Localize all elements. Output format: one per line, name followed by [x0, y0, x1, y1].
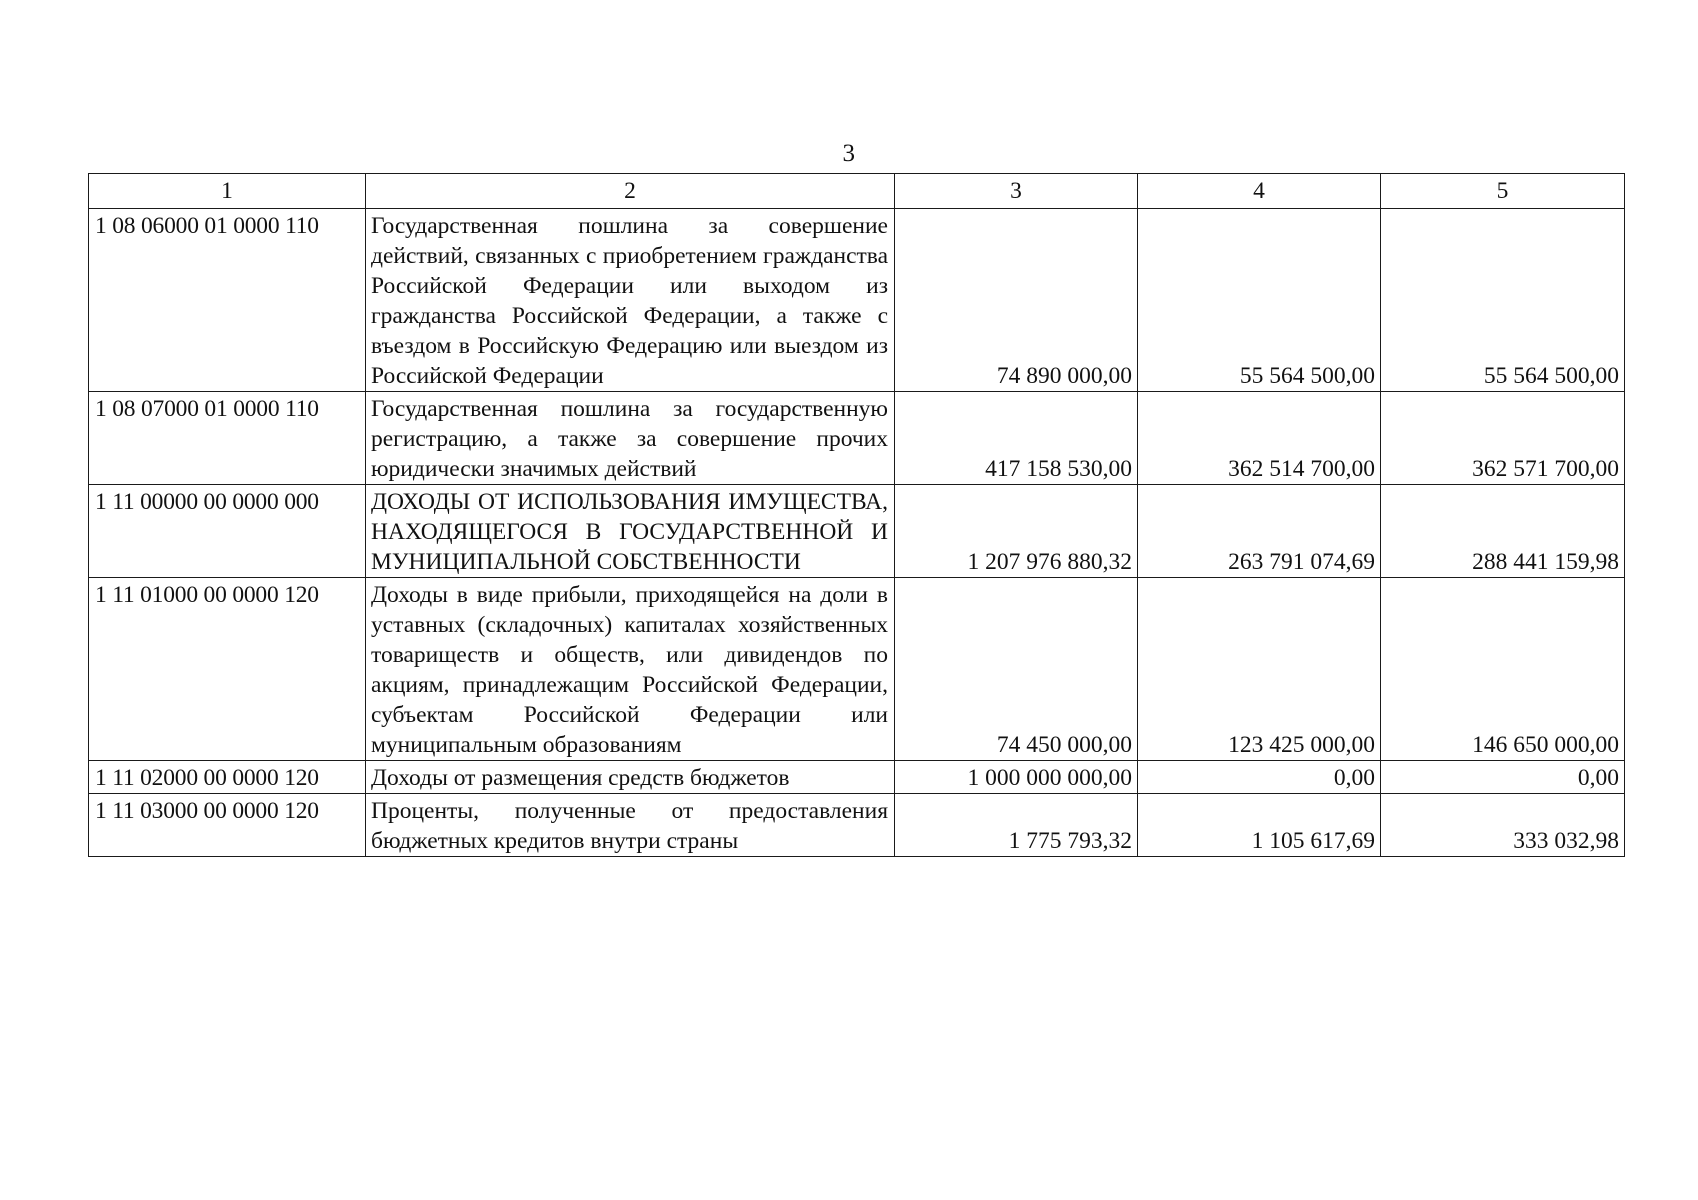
amount-col3-cell: 74 890 000,00: [895, 209, 1138, 392]
table-row: [89, 392, 1625, 485]
budget-income-table: [88, 173, 1625, 857]
income-description-cell: Государственная пошлина за совершение действий, связанных с приобретением гражданства Российской Федерации или выходом из гражданства Российской Федерации, а также с въездом в Российскую Федерацию или выездом из Российской Федерации: [366, 209, 895, 392]
header-cell-4: 4: [1138, 174, 1381, 209]
header-cell-1: 1: [89, 174, 366, 209]
amount-col5-cell: 288 441 159,98: [1381, 485, 1625, 578]
income-code-cell: 1 11 01000 00 0000 120: [89, 578, 366, 761]
table-row: [89, 794, 1625, 857]
amount-col5-cell: 333 032,98: [1381, 794, 1625, 857]
amount-col3-cell: 1 000 000 000,00: [895, 761, 1138, 794]
table-row: [89, 578, 1625, 761]
amount-col3-cell: 74 450 000,00: [895, 578, 1138, 761]
header-cell-3: 3: [895, 174, 1138, 209]
amount-col4-cell: 263 791 074,69: [1138, 485, 1381, 578]
amount-col3-cell: 1 207 976 880,32: [895, 485, 1138, 578]
income-code-cell: 1 11 02000 00 0000 120: [89, 761, 366, 794]
amount-col5-cell: 0,00: [1381, 761, 1625, 794]
amount-col4-cell: 362 514 700,00: [1138, 392, 1381, 485]
income-code-cell: 1 08 07000 01 0000 110: [89, 392, 366, 485]
table-row: [89, 485, 1625, 578]
amount-col5-cell: 362 571 700,00: [1381, 392, 1625, 485]
income-code-cell: 1 08 06000 01 0000 110: [89, 209, 366, 392]
table-header-row: [89, 174, 1625, 209]
amount-col3-cell: 417 158 530,00: [895, 392, 1138, 485]
header-cell-2: 2: [366, 174, 895, 209]
amount-col3-cell: 1 775 793,32: [895, 794, 1138, 857]
amount-col4-cell: 0,00: [1138, 761, 1381, 794]
income-description-cell: Доходы в виде прибыли, приходящейся на доли в уставных (складочных) капиталах хозяйственных товариществ и обществ, или дивидендов по акциям, принадлежащим Российской Федерации, субъектам Российской Федерации или муниципальным образованиям: [366, 578, 895, 761]
page-number: 3: [842, 140, 856, 167]
amount-col5-cell: 55 564 500,00: [1381, 209, 1625, 392]
amount-col4-cell: 1 105 617,69: [1138, 794, 1381, 857]
amount-col4-cell: 123 425 000,00: [1138, 578, 1381, 761]
header-cell-5: 5: [1381, 174, 1625, 209]
income-code-cell: 1 11 03000 00 0000 120: [89, 794, 366, 857]
income-description-cell: ДОХОДЫ ОТ ИСПОЛЬЗОВАНИЯ ИМУЩЕСТВА, НАХОДЯЩЕГОСЯ В ГОСУДАРСТВЕННОЙ И МУНИЦИПАЛЬНОЙ СОБСТВЕННОСТИ: [366, 485, 895, 578]
income-code-cell: 1 11 00000 00 0000 000: [89, 485, 366, 578]
income-description-cell: Доходы от размещения средств бюджетов: [366, 761, 895, 794]
income-description-cell: Государственная пошлина за государственную регистрацию, а также за совершение прочих юридически значимых действий: [366, 392, 895, 485]
table-row: [89, 209, 1625, 392]
amount-col4-cell: 55 564 500,00: [1138, 209, 1381, 392]
income-description-cell: Проценты, полученные от предоставления бюджетных кредитов внутри страны: [366, 794, 895, 857]
table-row: [89, 761, 1625, 794]
amount-col5-cell: 146 650 000,00: [1381, 578, 1625, 761]
